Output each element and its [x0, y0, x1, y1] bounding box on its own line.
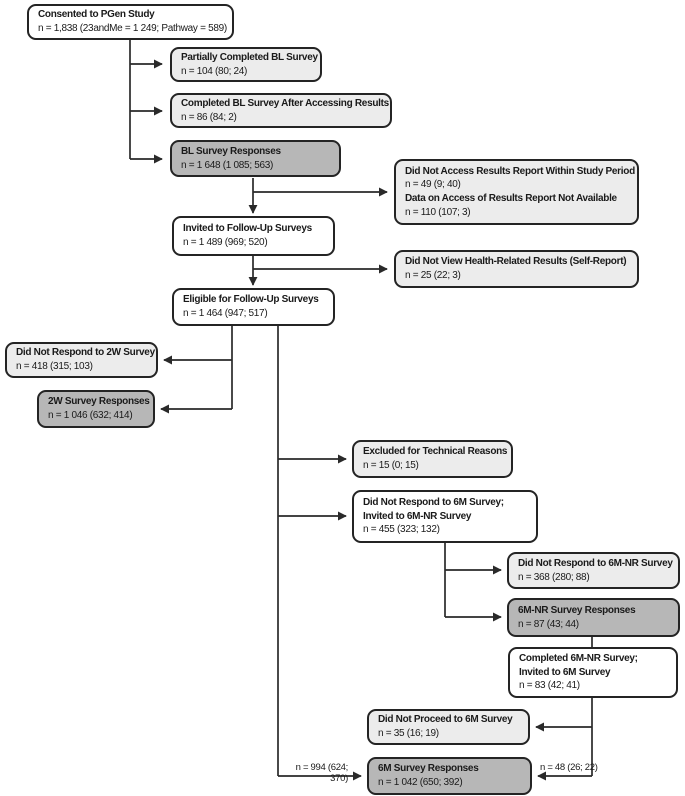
node-title: 6M-NR Survey Responses [518, 604, 636, 616]
node-title: Did Not Respond to 2W Survey [16, 347, 155, 359]
node-did-not-access-results-report [394, 159, 639, 225]
node-did-not-respond-2w-survey [5, 342, 158, 378]
node-title: 2W Survey Responses [48, 396, 150, 408]
node-title: Consented to PGen Study [38, 9, 155, 21]
node-count: n = 1 648 (1 085; 563) [181, 159, 274, 171]
node-did-not-respond-6mnr-survey [507, 552, 680, 589]
edge-label-eligible-to-6m: n = 994 (624; 370) [295, 762, 348, 784]
node-count: n = 1,838 (23andMe = 1 249; Pathway = 589) [38, 23, 227, 34]
node-excluded-technical-reasons [352, 440, 513, 478]
node-count: n = 35 (16; 19) [378, 728, 439, 739]
node-count: n = 455 (323; 132) [363, 524, 440, 536]
node-title: Completed 6M-NR Survey; [519, 653, 638, 665]
node-title: Did Not Access Results Report Within Study Period [405, 165, 635, 177]
node-did-not-respond-6m-survey [352, 490, 538, 543]
node-count: n = 1 042 (650; 392) [378, 777, 463, 788]
node-title: Did Not Respond to 6M-NR Survey [518, 557, 673, 569]
node-title: Partially Completed BL Survey [181, 51, 318, 63]
node-partially-completed-bl-survey [170, 47, 322, 82]
node-invited-to-followup-surveys [172, 216, 335, 256]
node-count: n = 418 (315; 103) [16, 361, 93, 372]
node-did-not-view-health-results [394, 250, 639, 288]
node-count: n = 1 046 (632; 414) [48, 410, 133, 421]
node-2w-survey-responses [37, 390, 155, 428]
node-bl-survey-responses [170, 140, 341, 177]
node-count: n = 87 (43; 44) [518, 618, 579, 630]
node-completed-6mnr-survey [508, 647, 678, 698]
node-count: n = 104 (80; 24) [181, 65, 248, 77]
edge-label-6mnr-to-6m: n = 48 (26; 22) [540, 762, 598, 773]
node-count: n = 49 (9; 40) [405, 179, 461, 191]
node-title: 6M Survey Responses [378, 763, 479, 775]
node-title: Completed BL Survey After Accessing Results [181, 97, 389, 109]
node-6mnr-survey-responses [507, 598, 680, 637]
node-count: n = 25 (22; 3) [405, 270, 461, 281]
node-title: Invited to 6M Survey [519, 666, 611, 678]
node-count: n = 368 (280; 88) [518, 571, 590, 583]
node-title: Invited to Follow-Up Surveys [183, 223, 312, 235]
node-count: n = 15 (0; 15) [363, 460, 419, 471]
node-title: Eligible for Follow-Up Surveys [183, 294, 319, 306]
node-title: Invited to 6M-NR Survey [363, 510, 472, 522]
node-title: Excluded for Technical Reasons [363, 446, 508, 458]
node-count: n = 1 464 (947; 517) [183, 308, 268, 319]
node-title: Did Not Proceed to 6M Survey [378, 714, 513, 726]
node-title: BL Survey Responses [181, 145, 281, 157]
node-title: Did Not View Health-Related Results (Self-Report) [405, 256, 627, 268]
node-consented-to-pgen-study [27, 4, 234, 40]
node-title: Did Not Respond to 6M Survey; [363, 497, 504, 509]
node-completed-bl-after-results [170, 93, 392, 128]
node-did-not-proceed-6m-survey [367, 709, 530, 745]
node-count: n = 110 (107; 3) [405, 206, 471, 218]
node-eligible-for-followup-surveys [172, 288, 335, 326]
node-6m-survey-responses [367, 757, 532, 795]
node-count: n = 86 (84; 2) [181, 111, 237, 123]
node-count: n = 83 (42; 41) [519, 680, 580, 692]
node-count: n = 1 489 (969; 520) [183, 237, 268, 248]
node-title: Data on Access of Results Report Not Available [405, 193, 617, 204]
